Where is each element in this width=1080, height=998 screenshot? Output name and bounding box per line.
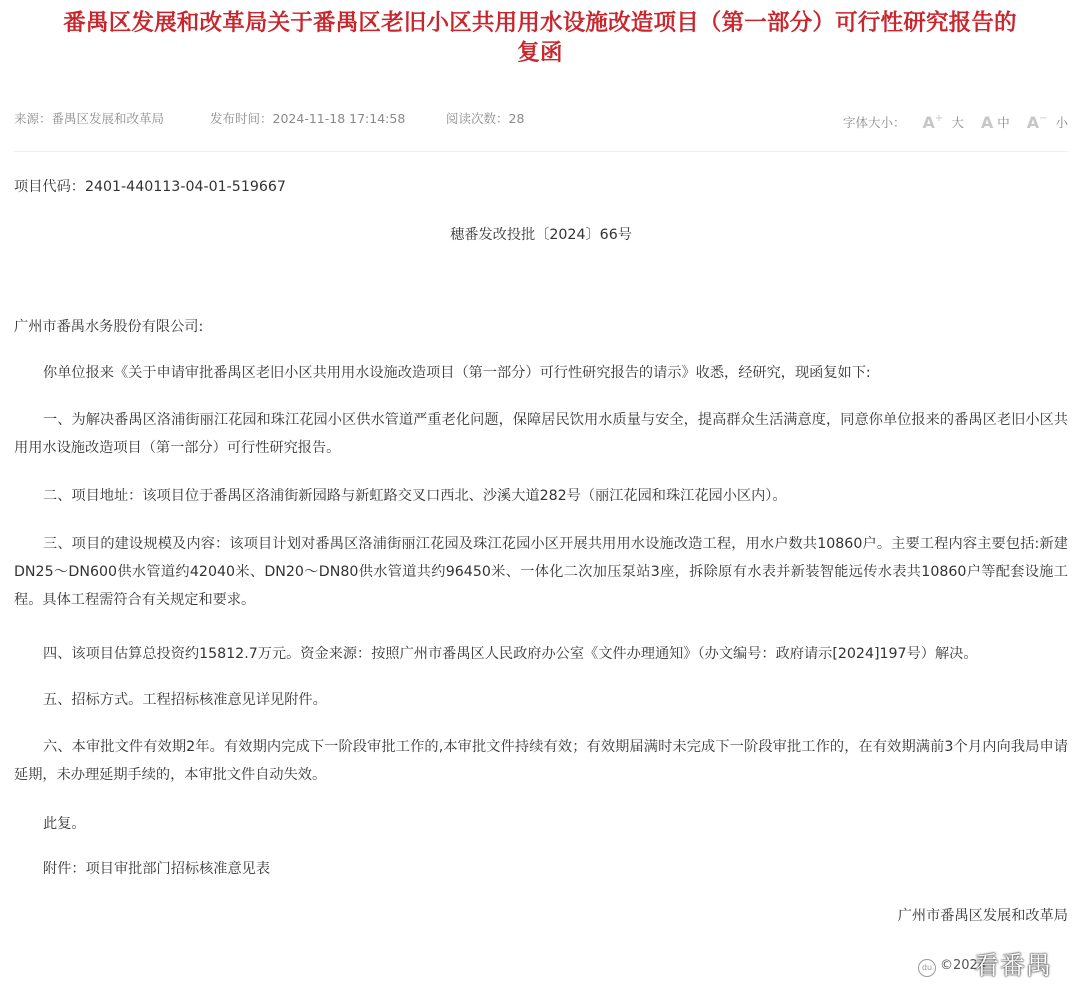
font-medium-button[interactable]: [981, 113, 1010, 133]
watermark: [918, 946, 1068, 982]
font-size-label: 字体大小：: [843, 115, 906, 130]
font-default-icon: A: [980, 113, 994, 132]
font-size-control: [843, 109, 1068, 133]
document-number: 穗番发改投批〔2024〕66号: [450, 227, 632, 243]
closing: 此复。: [43, 816, 86, 832]
view-count: [446, 109, 524, 129]
watermark-date: ©2024: [940, 958, 987, 973]
publish-label: 发布时间：: [210, 111, 273, 126]
addressee: 广州市番禺水务股份有限公司:: [14, 319, 204, 335]
paragraph-item-1: 一、为解决番禺区洛浦街丽江花园和珠江花园小区供水管道严重老化问题，保障居民饮用水质量与安全，提高群众生活满意度，同意你单位报来的番禺区老旧小区共用用水设施改造项目（第一部分）可行性研究报告。: [14, 412, 1068, 456]
publish-time: [210, 109, 405, 129]
font-decrease-icon: A: [1026, 113, 1040, 132]
minus-icon: −: [1039, 113, 1048, 124]
font-large-button[interactable]: [923, 109, 964, 133]
article-title: 番禺区发展和改革局关于番禺区老旧小区共用用水设施改造项目（第一部分）可行性研究报告的复函: [63, 10, 1017, 66]
paragraph-item-3: 三、项目的建设规模及内容：该项目计划对番禺区洛浦街丽江花园及珠江花园小区开展共用用水设施改造工程，用水户数共10860户。主要工程内容主要包括:新建DN25～DN600供水管道约42040米、DN20～DN80供水管道共约96450米、一体化二次加压泵站3座，拆除原有水表并新装智能远传水表共10860户等配套设施工程。具体工程需符合有关规定和要求。: [14, 536, 1068, 608]
paragraph-item-5: 五、招标方式。工程招标核准意见详见附件。: [43, 692, 327, 708]
watermark-brand: 看番禺: [974, 951, 1053, 980]
paragraph-item-4: 四、该项目估算总投资约15812.7万元。资金来源：按照广州市番禺区人民政府办公室《文件办理通知》（办文编号：政府请示[2024]197号）解决。: [43, 646, 978, 662]
paragraph-item-6: 六、本审批文件有效期2年。有效期内完成下一阶段审批工作的,本审批文件持续有效；有效期届满时未完成下一阶段审批工作的，在有效期满前3个月内向我局申请延期，未办理延期手续的，本审批文件自动失效。: [14, 739, 1068, 783]
publish-value: 2024-11-18 17:14:58: [272, 111, 406, 126]
paragraph-item-2: 二、项目地址：该项目位于番禺区洛浦街新园路与新虹路交叉口西北、沙溪大道282号（丽江花园和珠江花园小区内）。: [43, 488, 787, 504]
source-label: 来源：: [14, 111, 52, 126]
views-value: 28: [508, 111, 525, 126]
source-value: 番禺区发展和改革局: [51, 111, 165, 126]
article-meta: [14, 109, 1068, 132]
plus-icon: +: [934, 113, 944, 124]
signature: 广州市番禺区发展和改革局: [897, 908, 1068, 924]
intro-paragraph: 你单位报来《关于申请审批番禺区老旧小区共用用水设施改造项目（第一部分）可行性研究报告的请示》收悉，经研究，现函复如下:: [43, 365, 871, 381]
font-small-label: 小: [1055, 115, 1068, 130]
attachment-note: 附件：项目审批部门招标核准意见表: [43, 861, 271, 877]
meta-divider: [14, 151, 1068, 152]
project-code: 项目代码：2401-440113-04-01-519667: [14, 179, 286, 195]
font-increase-icon: A: [922, 113, 935, 132]
source-info: [14, 109, 164, 129]
paw-icon: du: [918, 959, 936, 977]
font-large-label: 大: [951, 115, 964, 130]
font-medium-label: 中: [997, 115, 1010, 130]
font-small-button[interactable]: [1027, 109, 1068, 133]
views-label: 阅读次数：: [446, 111, 509, 126]
